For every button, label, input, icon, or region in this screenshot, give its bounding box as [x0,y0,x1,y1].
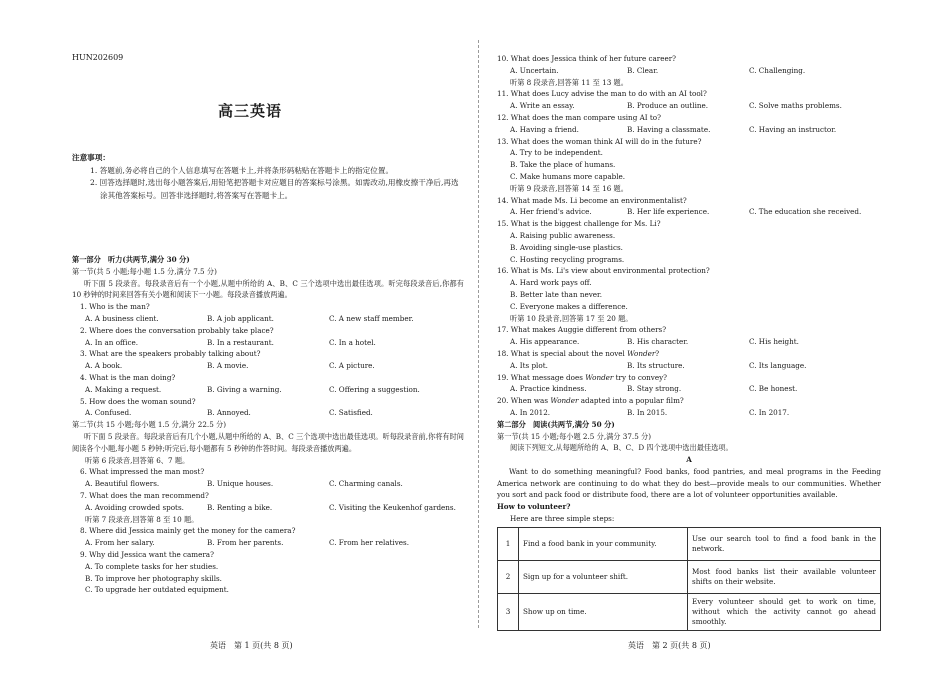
option-b: B. In 2015. [627,407,668,417]
option-a: A. A book. [85,361,123,371]
option-c: C. In a hotel. [329,337,376,347]
option-a: A. A business client. [85,313,159,323]
option-c: C. Challenging. [749,65,806,75]
option-a: A. Confused. [85,408,132,418]
question-16-stem: 16. What is Ms. Li's view about environmental protection? [497,266,710,276]
option-b: B. In a restaurant. [207,337,274,347]
option-b: B. Clear. [627,65,659,75]
question-10-stem: 10. What does Jessica think of her future career? [497,54,677,63]
audio-8-instruction: 听第 8 段录音,回答第 11 至 13 题。 [510,77,628,87]
listening-reading-column [497,53,881,631]
option-a: A. Making a request. [85,384,162,394]
steps-intro: Here are three simple steps: [510,514,615,524]
note-item-1: 1. 答题前,务必将自己的个人信息填写在答题卡上,并将条形码粘贴在答题卡上的指定位置。 [90,165,394,175]
page-title: 高三英语 [218,102,283,120]
question-6-options [72,478,464,490]
option-c: C. Make humans more capable. [510,171,626,181]
audio-7-instruction: 听第 7 段录音,回答第 8 至 10 题。 [85,514,199,524]
passage-intro: Want to do something meaningful? Food banks, food pantries, and meal programs in the Feeding America network are continuing to do what they do best—provide meals to our communities. Whether you sort and pack food or distribute food, there are a lot of volunteer opportunities available. [497,466,881,500]
section1-heading: 第一节(共 5 小题;每小题 1.5 分,满分 7.5 分) [72,266,217,276]
passage-label: A [686,455,692,465]
reading-section1-heading: 第一节(共 15 小题;每小题 2.5 分,满分 37.5 分) [497,431,652,441]
question-7-options [72,502,464,514]
option-a: A. Raising public awareness. [510,230,616,240]
stem-text: 18. What is special about the novel [497,348,628,358]
question-6-stem: 6. What impressed the man most? [80,467,205,477]
question-7-stem: 7. What does the man recommend? [80,490,209,500]
listening-column [72,254,464,596]
stem-text: 19. What message does [497,372,586,382]
option-a: A. His appearance. [510,337,580,347]
audio-9-instruction: 听第 9 段录音,回答第 14 至 16 题。 [510,183,628,193]
step-number: 2 [498,560,519,593]
option-c: C. Its language. [749,360,807,370]
question-18-options [497,360,881,372]
option-c: C. Hosting recycling programs. [510,254,625,264]
question-9-stem: 9. Why did Jessica want the camera? [80,549,214,559]
audio-10-instruction: 听第 10 段录音,回答第 17 至 20 题。 [510,313,633,323]
option-c: C. Solve maths problems. [749,101,842,111]
question-1-options [72,313,464,325]
question-5-options [72,407,464,419]
step-detail: Most food banks list their available volunteer shifts on their website. [688,560,881,593]
option-a: A. Her friend's advice. [510,207,592,217]
option-a: A. Hard work pays off. [510,278,592,288]
audio-6-instruction: 听第 6 段录音,回答第 6、7 题。 [85,455,190,465]
question-18-stem [497,348,881,360]
step-text: Sign up for a volunteer shift. [519,560,688,593]
novel-title: Wonder [550,396,579,406]
table-row [498,593,881,630]
question-17-options [497,336,881,348]
option-c: C. A new staff member. [329,313,414,323]
table-row [498,560,881,593]
question-1-stem: 1. Who is the man? [80,302,150,312]
section1-instruction: 听下面 5 段录音。每段录音后有一个小题,从题中所给的 A、B、C 三个选项中选出最佳选项。听完每段录音后,你都有 10 秒钟的时间来回答有关小题和阅读下一小题。每段录音播放两遍。 [72,278,464,300]
option-a: A. In 2012. [510,407,551,417]
question-11-stem: 11. What does Lucy advise the man to do with an AI tool? [497,89,707,99]
option-c: C. Charming canals. [329,479,403,489]
document-code: HUN202609 [72,53,124,62]
reading-instruction: 阅读下列短文,从每题所给的 A、B、C、D 四个选项中选出最佳选项。 [510,443,733,453]
question-3-options [72,360,464,372]
option-b: B. Take the place of humans. [510,160,616,170]
option-b: B. Her life experience. [627,207,710,217]
question-2-options [72,337,464,349]
table-row [498,527,881,560]
option-b: B. Giving a warning. [207,384,282,394]
option-b: B. His character. [627,337,689,347]
option-b: B. Its structure. [627,360,685,370]
question-2-stem: 2. Where does the conversation probably take place? [80,325,274,335]
question-17-stem: 17. What makes Auggie different from others? [497,325,667,335]
option-c: C. Satisfied. [329,408,373,418]
page-footer: 英语 第 2 页(共 8 页) [628,641,711,650]
option-c: C. Having an instructor. [749,124,837,134]
question-4-stem: 4. What is the man doing? [80,372,176,382]
question-12-options [497,124,881,136]
step-text: Show up on time. [519,593,688,630]
how-to-volunteer-heading: How to volunteer? [497,502,571,512]
novel-title: Wonder [627,348,656,358]
step-detail: Use our search tool to find a food bank in the network. [688,527,881,560]
question-19-options [497,383,881,395]
option-a: A. Uncertain. [510,65,559,75]
notes-section [72,152,464,202]
notes-heading: 注意事项： [72,153,110,162]
option-a: A. Try to be independent. [510,148,603,158]
option-c: C. To upgrade her outdated equipment. [85,585,229,595]
option-a: A. Having a friend. [510,124,579,134]
option-a: A. Practice kindness. [510,384,587,394]
option-c: C. In 2017. [749,407,790,417]
step-number: 1 [498,527,519,560]
option-b: B. Avoiding single-use plastics. [510,242,623,252]
question-14-stem: 14. What made Ms. Li become an environmentalist? [497,195,687,205]
question-13-stem: 13. What does the woman think AI will do in the future? [497,136,702,146]
option-b: B. A job applicant. [207,313,274,323]
option-a: A. Write an essay. [510,101,575,111]
option-b: B. A movie. [207,361,249,371]
option-b: B. Produce an outline. [627,101,709,111]
option-a: A. Avoiding crowded spots. [85,502,184,512]
option-c: C. Offering a suggestion. [329,384,420,394]
question-4-options [72,384,464,396]
volunteer-steps-table [497,527,881,631]
option-b: B. Having a classmate. [627,124,711,134]
option-b: B. Annoyed. [207,408,251,418]
option-b: B. Stay strong. [627,384,682,394]
option-a: A. From her salary. [85,538,155,548]
option-c: C. The education she received. [749,207,862,217]
question-3-stem: 3. What are the speakers probably talking about? [80,349,261,359]
stem-text: adapted into a popular film? [578,396,684,406]
option-a: A. Its plot. [510,360,548,370]
question-10-options [497,65,881,77]
option-b: B. Unique houses. [207,479,274,489]
section2-instruction: 听下面 5 段录音。每段录音后有几个小题,从题中所给的 A、B、C 三个选项中选出最佳选项。听每段录音前,你将有时间阅读各个小题,每小题 5 秒钟;听完后,每小题都有 5 秒钟的作答时间。每段录音播放两遍。 [72,431,464,453]
stem-text: ? [655,348,660,358]
option-c: C. His height. [749,337,799,347]
option-b: B. To improve her photography skills. [85,573,222,583]
section2-heading: 第二节(共 15 小题;每小题 1.5 分,满分 22.5 分) [72,420,227,430]
option-b: B. Renting a bike. [207,502,273,512]
step-text: Find a food bank in your community. [519,527,688,560]
question-20-options [497,407,881,419]
question-11-options [497,100,881,112]
part1-heading: 第一部分 听力(共两节,满分 30 分) [72,255,190,264]
part2-heading: 第二部分 阅读(共两节,满分 50 分) [497,419,615,429]
option-c: C. From her relatives. [329,538,410,548]
stem-text: try to convey? [613,372,668,382]
option-a: A. To complete tasks for her studies. [85,561,219,571]
step-detail: Every volunteer should get to work on time, without which the activity cannot go ahead smoothly. [688,593,881,630]
question-12-stem: 12. What does the man compare using AI to? [497,112,661,122]
option-b: B. Better late than never. [510,289,602,299]
option-c: C. Everyone makes a difference. [510,301,628,311]
question-5-stem: 5. How does the woman sound? [80,396,196,406]
question-19-stem [497,372,881,384]
question-8-options [72,537,464,549]
option-c: C. Be honest. [749,384,798,394]
step-number: 3 [498,593,519,630]
option-a: A. Beautiful flowers. [85,479,160,489]
note-item-2: 2. 回答选择题时,选出每小题答案后,用铅笔把答题卡对应题目的答案标号涂黑。如需改动,用橡皮擦干净后,再选涂其他答案标号。回答非选择题时,将答案写在答题卡上。 [90,178,459,200]
option-c: C. Visiting the Keukenhof gardens. [329,502,456,512]
question-15-stem: 15. What is the biggest challenge for Ms. Li? [497,219,661,229]
page-footer: 英语 第 1 页(共 8 页) [210,641,293,650]
question-14-options [497,206,881,218]
novel-title: Wonder [585,372,614,382]
option-c: C. A picture. [329,361,375,371]
question-20-stem [497,395,881,407]
question-8-stem: 8. Where did Jessica mainly get the money for the camera? [80,526,296,536]
option-b: B. From her parents. [207,538,284,548]
option-a: A. In an office. [85,337,139,347]
stem-text: 20. When was [497,396,551,406]
